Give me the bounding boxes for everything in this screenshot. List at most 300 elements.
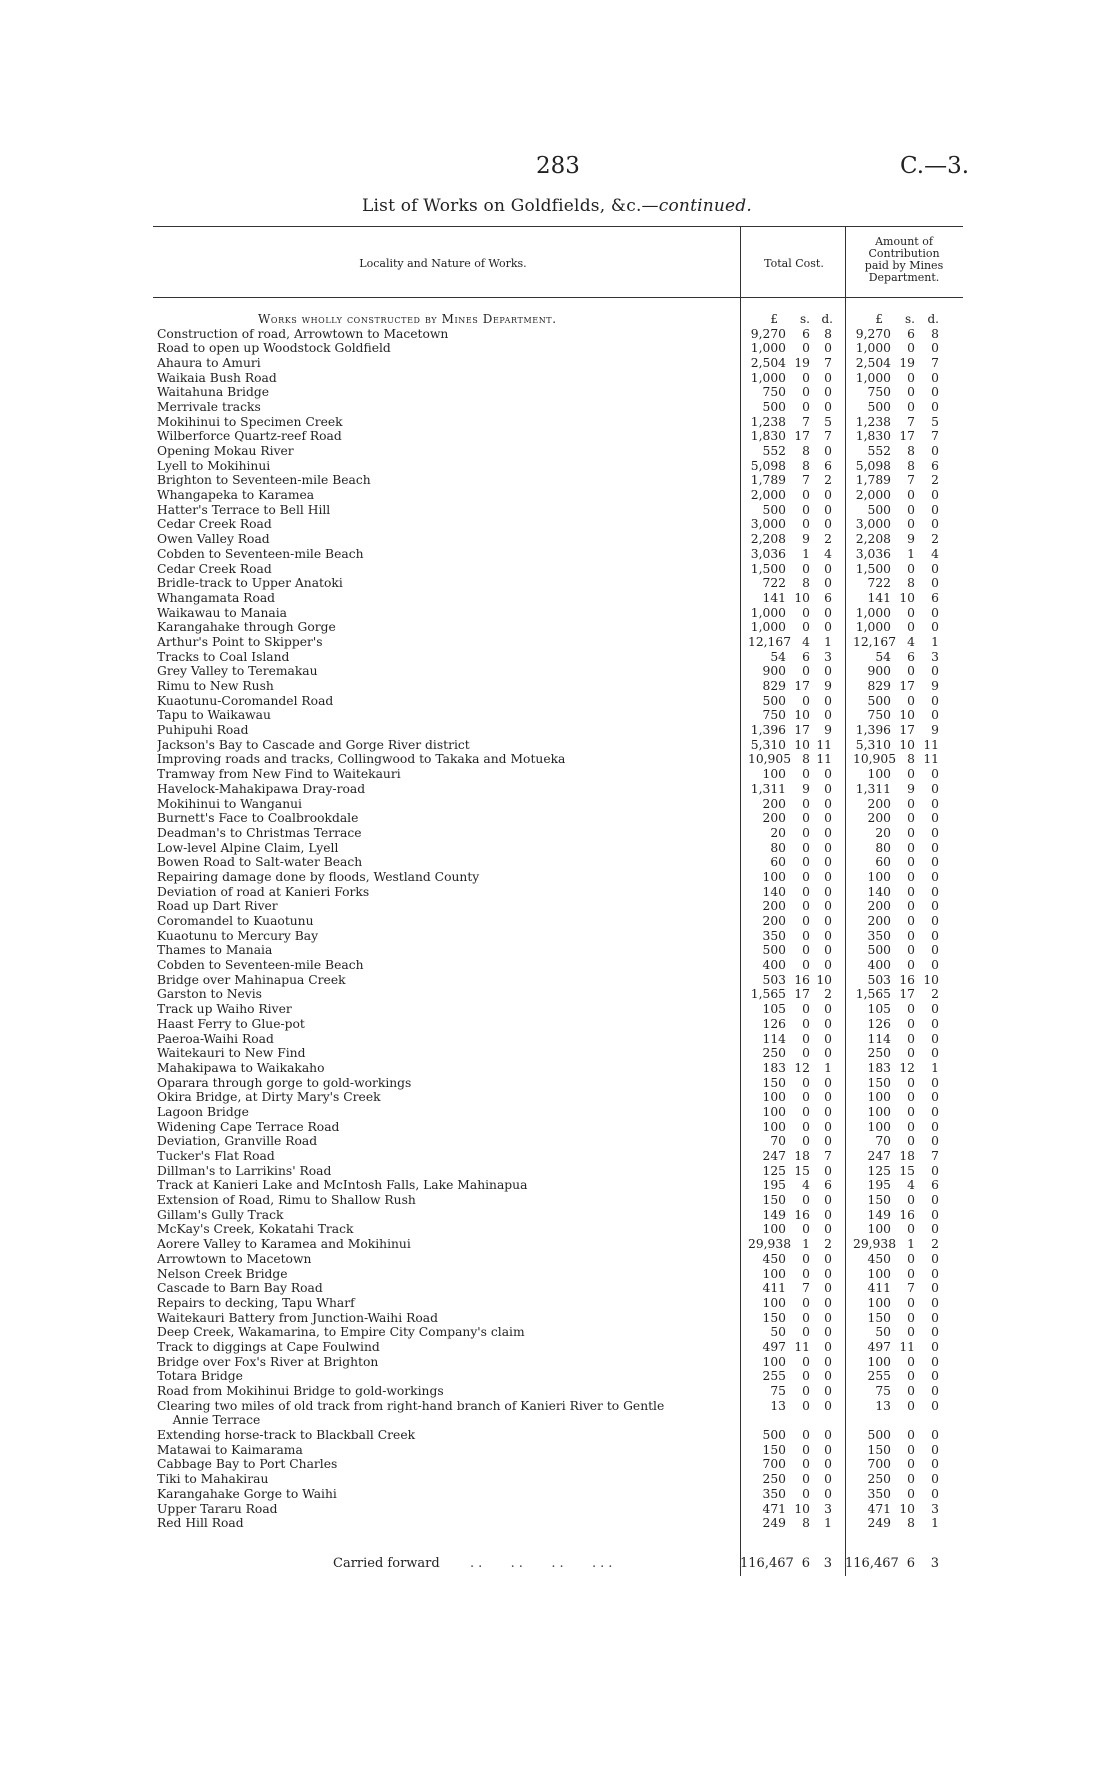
cell-amount-pence: 7 — [931, 429, 939, 444]
table-row — [0, 576, 1114, 591]
cell-total-pounds: 3,036 — [750, 546, 786, 561]
table-row — [0, 1384, 1114, 1399]
cell-total-pounds: 2,208 — [750, 532, 786, 547]
work-name: Road to open up Woodstock Goldfield — [157, 341, 391, 356]
cell-total-pounds: 100 — [762, 767, 786, 782]
cell-total-pence: 0 — [824, 1016, 832, 1031]
cell-amount-pounds: 3,036 — [855, 546, 891, 561]
work-name: Tapu to Waikawau — [157, 708, 271, 723]
cell-amount-pence: 0 — [931, 855, 939, 870]
cell-total-pence: 0 — [824, 884, 832, 899]
cell-total-pence: 0 — [824, 1472, 832, 1487]
cell-total-pence: 0 — [824, 1251, 832, 1266]
table-row — [0, 1178, 1114, 1193]
cell-total-shillings: 6 — [802, 649, 810, 664]
cell-amount-shillings: 0 — [907, 1016, 915, 1031]
cell-amount-pounds: 2,504 — [855, 355, 891, 370]
work-name: Low-level Alpine Claim, Lyell — [157, 840, 339, 855]
table-row — [0, 371, 1114, 386]
cell-total-shillings: 0 — [802, 796, 810, 811]
cell-total-pounds: 497 — [762, 1339, 786, 1354]
cell-total-pounds: 500 — [762, 1428, 786, 1443]
cell-amount-shillings: 0 — [907, 561, 915, 576]
cell-amount-shillings: 0 — [907, 796, 915, 811]
cell-total-pounds: 2,000 — [750, 488, 786, 503]
cell-total-shillings: 8 — [802, 576, 810, 591]
cell-total-pounds: 829 — [762, 679, 786, 693]
cell-amount-shillings: 0 — [907, 1266, 915, 1281]
unit-shillings-amount: s. — [905, 312, 915, 326]
cell-amount-shillings: 8 — [907, 752, 915, 767]
table-row — [0, 1428, 1114, 1443]
work-name: Nelson Creek Bridge — [157, 1266, 288, 1281]
cell-amount-pounds: 100 — [867, 1119, 891, 1134]
header-amount-line: Contribution — [868, 247, 940, 260]
unit-pounds-total: £ — [770, 312, 778, 326]
cell-total-shillings: 0 — [802, 1369, 810, 1384]
cell-amount-shillings: 17 — [899, 429, 915, 444]
cell-total-shillings: 0 — [802, 811, 810, 826]
cell-total-pounds: 150 — [762, 1442, 786, 1457]
cell-total-shillings: 0 — [802, 1310, 810, 1325]
work-name: Matawai to Kaimarama — [157, 1442, 303, 1457]
cell-total-pounds: 450 — [762, 1251, 786, 1266]
cell-total-pence: 0 — [824, 1295, 832, 1310]
cell-total-shillings: 0 — [802, 899, 810, 914]
cell-total-pence: 0 — [824, 869, 832, 884]
cell-amount-pence: 0 — [931, 767, 939, 782]
table-row — [0, 650, 1114, 665]
cell-total-pounds: 70 — [770, 1134, 786, 1149]
cell-amount-pence: 1 — [931, 634, 939, 649]
cell-total-pounds: 125 — [762, 1163, 786, 1178]
cell-amount-pence: 0 — [931, 1384, 939, 1398]
cell-total-shillings: 0 — [802, 1193, 810, 1208]
cell-amount-pounds: 100 — [867, 869, 891, 884]
table-row — [0, 429, 1114, 444]
cell-amount-pence: 9 — [931, 679, 939, 693]
cell-amount-pence: 7 — [931, 1149, 939, 1163]
cell-total-shillings: 16 — [794, 1207, 810, 1222]
cell-total-pence: 0 — [824, 341, 832, 356]
cell-total-pounds: 54 — [770, 649, 786, 664]
cell-amount-pounds: 350 — [867, 1486, 891, 1501]
cell-amount-pence: 0 — [931, 399, 939, 414]
cell-amount-pounds: 100 — [867, 1266, 891, 1281]
cell-amount-shillings: 8 — [907, 444, 915, 458]
cell-amount-pence: 0 — [931, 1339, 939, 1354]
cell-amount-pence: 2 — [931, 987, 939, 1002]
table-row — [0, 1502, 1114, 1517]
cell-amount-pence: 0 — [931, 781, 939, 796]
header-amount-line: Department. — [868, 271, 940, 284]
cell-amount-pounds: 150 — [867, 1442, 891, 1457]
cell-amount-pounds: 100 — [867, 1295, 891, 1310]
work-name: Cobden to Seventeen-mile Beach — [157, 958, 364, 973]
work-name: Karangahake through Gorge — [157, 620, 336, 635]
cell-amount-pounds: 3,000 — [855, 517, 891, 532]
cell-total-pence: 7 — [824, 355, 832, 370]
table-row — [0, 1340, 1114, 1355]
cell-total-pence: 0 — [824, 502, 832, 517]
cell-total-pence: 0 — [824, 1266, 832, 1281]
cell-amount-shillings: 0 — [907, 385, 915, 400]
cell-total-pounds: 149 — [762, 1207, 786, 1222]
cell-amount-pounds: 126 — [867, 1016, 891, 1031]
work-name: Cascade to Barn Bay Road — [157, 1281, 323, 1296]
header-amount-line: paid by Mines — [864, 259, 944, 272]
cell-total-pounds: 1,311 — [750, 781, 786, 796]
cell-amount-pounds: 750 — [867, 708, 891, 723]
cell-total-pence: 0 — [824, 399, 832, 414]
cell-amount-pounds: 1,830 — [855, 429, 891, 444]
table-row — [0, 1090, 1114, 1105]
work-name: Extending horse-track to Blackball Creek — [157, 1428, 416, 1443]
cell-total-pounds: 2,504 — [750, 355, 786, 370]
cell-amount-pence: 0 — [931, 811, 939, 826]
cell-total-shillings: 0 — [802, 502, 810, 517]
cell-total-pounds: 75 — [770, 1384, 786, 1398]
cell-total-shillings: 0 — [802, 1031, 810, 1046]
table-row — [0, 444, 1114, 459]
cell-amount-pounds: 249 — [867, 1516, 891, 1531]
carried-forward-label: Carried forward — [333, 1556, 440, 1571]
cell-total-pence: 1 — [824, 1060, 832, 1075]
cell-total-pounds: 126 — [762, 1016, 786, 1031]
cell-total-pounds: 114 — [762, 1031, 786, 1046]
cell-amount-shillings: 0 — [907, 693, 915, 708]
cell-amount-pence: 0 — [931, 914, 939, 928]
table-row — [0, 1017, 1114, 1032]
cell-total-pounds: 5,310 — [750, 737, 786, 752]
cell-total-pounds: 350 — [762, 1486, 786, 1501]
table-row — [0, 694, 1114, 709]
cell-amount-shillings: 7 — [907, 1281, 915, 1296]
cell-amount-pence: 0 — [931, 693, 939, 708]
work-name: Owen Valley Road — [157, 532, 270, 547]
cell-amount-pence: 9 — [931, 723, 939, 738]
cell-total-pence: 2 — [824, 532, 832, 547]
work-name: Rimu to New Rush — [157, 679, 274, 693]
cell-total-pounds: 250 — [762, 1046, 786, 1061]
table-row — [0, 1281, 1114, 1296]
work-name: Cabbage Bay to Port Charles — [157, 1457, 338, 1472]
work-name: Clearing two miles of old track from right-hand branch of Kanieri River to Gentle — [157, 1398, 665, 1413]
cell-total-shillings: 0 — [802, 914, 810, 928]
work-name: Oparara through gorge to gold-workings — [157, 1075, 412, 1090]
work-name: Cedar Creek Road — [157, 517, 272, 532]
cell-total-pence: 9 — [824, 723, 832, 738]
work-name: Wilberforce Quartz-reef Road — [157, 429, 342, 444]
cell-total-pounds: 200 — [762, 914, 786, 928]
work-name: Mokihinui to Wanganui — [157, 796, 302, 811]
table-row — [0, 1413, 1114, 1428]
cell-amount-pounds: 1,238 — [855, 414, 891, 429]
cell-total-pence: 4 — [824, 546, 832, 561]
work-name: Construction of road, Arrowtown to Macetown — [157, 326, 449, 341]
work-name: Waikawau to Manaia — [157, 605, 287, 620]
cell-amount-shillings: 0 — [907, 488, 915, 503]
cell-amount-shillings: 0 — [907, 1031, 915, 1046]
work-name: Hatter's Terrace to Bell Hill — [157, 502, 331, 517]
cell-amount-pence: 0 — [931, 796, 939, 811]
cell-total-pounds: 1,000 — [750, 605, 786, 620]
cell-amount-shillings: 0 — [907, 884, 915, 899]
cell-total-pounds: 750 — [762, 385, 786, 400]
cell-amount-shillings: 4 — [907, 1178, 915, 1193]
cell-total-pence: 0 — [824, 1075, 832, 1090]
table-row — [0, 1252, 1114, 1267]
work-name: Tiki to Mahakirau — [157, 1472, 269, 1487]
cell-amount-shillings: 17 — [899, 987, 915, 1002]
table-row — [0, 1164, 1114, 1179]
cell-total-pounds: 100 — [762, 1090, 786, 1105]
cell-amount-shillings: 0 — [907, 1442, 915, 1457]
cell-amount-pence: 0 — [931, 1310, 939, 1325]
cell-total-pounds: 722 — [762, 576, 786, 591]
cell-total-pence: 0 — [824, 561, 832, 576]
cell-total-pounds: 750 — [762, 708, 786, 723]
cell-total-pounds: 1,238 — [750, 414, 786, 429]
cell-total-pence: 0 — [824, 620, 832, 635]
work-name: Road from Mokihinui Bridge to gold-workings — [157, 1384, 444, 1398]
cell-amount-pence: 0 — [931, 1398, 939, 1413]
cell-amount-pounds: 80 — [875, 840, 891, 855]
cell-total-pounds: 5,098 — [750, 458, 786, 473]
cell-amount-shillings: 0 — [907, 1090, 915, 1105]
unit-shillings-total: s. — [800, 312, 810, 326]
table-row — [0, 1032, 1114, 1047]
cell-total-pounds: 1,000 — [750, 370, 786, 385]
cell-amount-shillings: 8 — [907, 576, 915, 591]
work-name: Kuaotunu to Mercury Bay — [157, 928, 319, 943]
cell-amount-shillings: 0 — [907, 1428, 915, 1443]
cell-total-shillings: 0 — [802, 605, 810, 620]
cell-amount-shillings: 0 — [907, 1369, 915, 1384]
cell-amount-shillings: 17 — [899, 679, 915, 693]
cell-amount-pence: 3 — [931, 649, 939, 664]
table-row — [0, 547, 1114, 562]
table-row — [0, 517, 1114, 532]
cell-amount-pence: 0 — [931, 1090, 939, 1105]
cell-amount-shillings: 8 — [907, 1516, 915, 1531]
cell-total-pounds: 1,396 — [750, 723, 786, 738]
cell-total-shillings: 0 — [802, 664, 810, 679]
cell-amount-shillings: 1 — [907, 546, 915, 561]
cell-amount-pounds: 9,270 — [855, 326, 891, 341]
cell-amount-pence: 0 — [931, 1428, 939, 1443]
cell-amount-pence: 6 — [931, 458, 939, 473]
cell-total-pounds: 60 — [770, 855, 786, 870]
cell-total-pence: 0 — [824, 914, 832, 928]
table-row — [0, 958, 1114, 973]
cell-amount-shillings: 0 — [907, 1104, 915, 1119]
table-row — [0, 591, 1114, 606]
cell-amount-shillings: 7 — [907, 473, 915, 488]
work-name: Ahaura to Amuri — [157, 355, 261, 370]
cell-total-shillings: 12 — [794, 1060, 810, 1075]
work-name: Widening Cape Terrace Road — [157, 1119, 340, 1134]
cell-amount-shillings: 18 — [899, 1149, 915, 1163]
cell-amount-shillings: 0 — [907, 1384, 915, 1398]
header-amount-line: Amount of — [875, 235, 933, 248]
table-row — [0, 488, 1114, 503]
page-number: 283 — [536, 153, 580, 179]
cell-total-shillings: 17 — [794, 723, 810, 738]
cell-total-pence: 0 — [824, 1002, 832, 1017]
work-name: Waikaia Bush Road — [157, 370, 277, 385]
work-name: McKay's Creek, Kokatahi Track — [157, 1222, 354, 1237]
cell-amount-pounds: 100 — [867, 1104, 891, 1119]
cell-amount-shillings: 17 — [899, 723, 915, 738]
work-name: Bridge over Mahinapua Creek — [157, 972, 346, 987]
table-row — [0, 1076, 1114, 1091]
table-row — [0, 914, 1114, 929]
cell-amount-pounds: 1,000 — [855, 605, 891, 620]
cell-total-shillings: 8 — [802, 1516, 810, 1531]
cell-total-pence: 8 — [824, 326, 832, 341]
cell-amount-shillings: 0 — [907, 620, 915, 635]
cell-total-pence: 0 — [824, 767, 832, 782]
cell-total-pounds: 1,000 — [750, 341, 786, 356]
work-name: Waitekauri Battery from Junction-Waihi Road — [157, 1310, 438, 1325]
cell-amount-pence: 0 — [931, 1134, 939, 1149]
cell-amount-pence: 2 — [931, 532, 939, 547]
cell-amount-pounds: 100 — [867, 1090, 891, 1105]
work-name: Bowen Road to Salt-water Beach — [157, 855, 363, 870]
table-row — [0, 400, 1114, 415]
cell-total-shillings: 0 — [802, 1398, 810, 1413]
table-row — [0, 1120, 1114, 1135]
work-name: Kuaotunu-Coromandel Road — [157, 693, 334, 708]
table-row — [0, 1443, 1114, 1458]
cell-total-pence: 0 — [824, 1134, 832, 1149]
cell-total-pence: 0 — [824, 1428, 832, 1443]
cell-amount-pence: 11 — [923, 737, 939, 752]
cell-amount-pounds: 140 — [867, 884, 891, 899]
table-row — [0, 987, 1114, 1002]
cell-amount-pounds: 1,000 — [855, 370, 891, 385]
work-name: Upper Tararu Road — [157, 1501, 278, 1516]
cell-total-pounds: 1,565 — [750, 987, 786, 1002]
table-row — [0, 1237, 1114, 1252]
cell-amount-shillings: 0 — [907, 928, 915, 943]
cell-total-shillings: 0 — [802, 385, 810, 400]
cell-total-pounds: 195 — [762, 1178, 786, 1193]
cell-total-pence: 9 — [824, 679, 832, 693]
table-top-rule — [153, 226, 963, 227]
cell-total-shillings: 17 — [794, 679, 810, 693]
cell-total-pence: 0 — [824, 811, 832, 826]
cell-total-pence: 0 — [824, 1486, 832, 1501]
cell-total-pence: 6 — [824, 1178, 832, 1193]
cell-total-pence: 11 — [816, 752, 832, 767]
cell-amount-pence: 2 — [931, 473, 939, 488]
cell-total-pounds: 150 — [762, 1075, 786, 1090]
cell-amount-shillings: 0 — [907, 1002, 915, 1017]
cell-amount-pence: 6 — [931, 590, 939, 605]
cell-amount-pence: 8 — [931, 326, 939, 341]
cell-total-pence: 0 — [824, 605, 832, 620]
cell-total-pence: 0 — [824, 1369, 832, 1384]
cell-amount-pence: 0 — [931, 1046, 939, 1061]
cell-total-shillings: 0 — [802, 399, 810, 414]
cell-total-pence: 0 — [824, 1222, 832, 1237]
cell-amount-pounds: 10,905 — [853, 752, 897, 767]
cell-total-pounds: 105 — [762, 1002, 786, 1017]
cell-amount-shillings: 0 — [907, 1046, 915, 1061]
cell-amount-pounds: 1,000 — [855, 341, 891, 356]
work-name: Karangahake Gorge to Waihi — [157, 1486, 337, 1501]
cell-amount-shillings: 0 — [907, 1325, 915, 1340]
cell-amount-pence: 0 — [931, 341, 939, 356]
cell-amount-pounds: 500 — [867, 502, 891, 517]
cell-total-shillings: 16 — [794, 972, 810, 987]
cell-amount-pence: 0 — [931, 928, 939, 943]
cell-total-pounds: 100 — [762, 1354, 786, 1369]
cell-total-shillings: 0 — [802, 1090, 810, 1105]
work-name: Okira Bridge, at Dirty Mary's Creek — [157, 1090, 381, 1105]
cell-total-pounds: 80 — [770, 840, 786, 855]
cell-total-pounds: 9,270 — [750, 326, 786, 341]
cell-amount-shillings: 12 — [899, 1060, 915, 1075]
cell-amount-shillings: 0 — [907, 517, 915, 532]
table-row — [0, 752, 1114, 767]
cell-amount-pounds: 500 — [867, 693, 891, 708]
table-row — [0, 723, 1114, 738]
cell-amount-pounds: 105 — [867, 1002, 891, 1017]
carried-forward-total-pounds: 116,467 — [740, 1556, 794, 1571]
cell-amount-pounds: 411 — [867, 1281, 891, 1296]
cell-amount-shillings: 0 — [907, 341, 915, 356]
cell-total-pence: 0 — [824, 958, 832, 973]
work-name: Arrowtown to Macetown — [157, 1251, 312, 1266]
cell-total-shillings: 0 — [802, 1266, 810, 1281]
cell-total-shillings: 19 — [794, 355, 810, 370]
cell-amount-pence: 0 — [931, 1354, 939, 1369]
table-row — [0, 1457, 1114, 1472]
cell-total-pence: 0 — [824, 943, 832, 958]
cell-amount-pence: 0 — [931, 1281, 939, 1296]
cell-total-pence: 0 — [824, 840, 832, 855]
cell-amount-pence: 0 — [931, 1457, 939, 1472]
cell-amount-pounds: 450 — [867, 1251, 891, 1266]
table-row — [0, 1046, 1114, 1061]
cell-total-pence: 0 — [824, 1104, 832, 1119]
table-row — [0, 1369, 1114, 1384]
work-name: Deviation, Granville Road — [157, 1134, 318, 1149]
work-name: Track at Kanieri Lake and McIntosh Falls, Lake Mahinapua — [157, 1178, 528, 1193]
cell-total-shillings: 0 — [802, 341, 810, 356]
table-row — [0, 943, 1114, 958]
table-row — [0, 532, 1114, 547]
work-name: Deviation of road at Kanieri Forks — [157, 884, 370, 899]
cell-amount-pence: 0 — [931, 1207, 939, 1222]
cell-total-pence: 0 — [824, 1207, 832, 1222]
table-row — [0, 841, 1114, 856]
work-name: Repairing damage done by floods, Westland County — [157, 869, 480, 884]
cell-amount-pence: 0 — [931, 561, 939, 576]
cell-amount-shillings: 0 — [907, 1075, 915, 1090]
cell-amount-pounds: 150 — [867, 1193, 891, 1208]
cell-amount-shillings: 0 — [907, 914, 915, 928]
cell-total-pence: 0 — [824, 385, 832, 400]
cell-amount-pounds: 100 — [867, 1222, 891, 1237]
cell-total-shillings: 0 — [802, 1046, 810, 1061]
cell-amount-pence: 0 — [931, 1266, 939, 1281]
cell-total-shillings: 7 — [802, 473, 810, 488]
cell-amount-pence: 0 — [931, 958, 939, 973]
